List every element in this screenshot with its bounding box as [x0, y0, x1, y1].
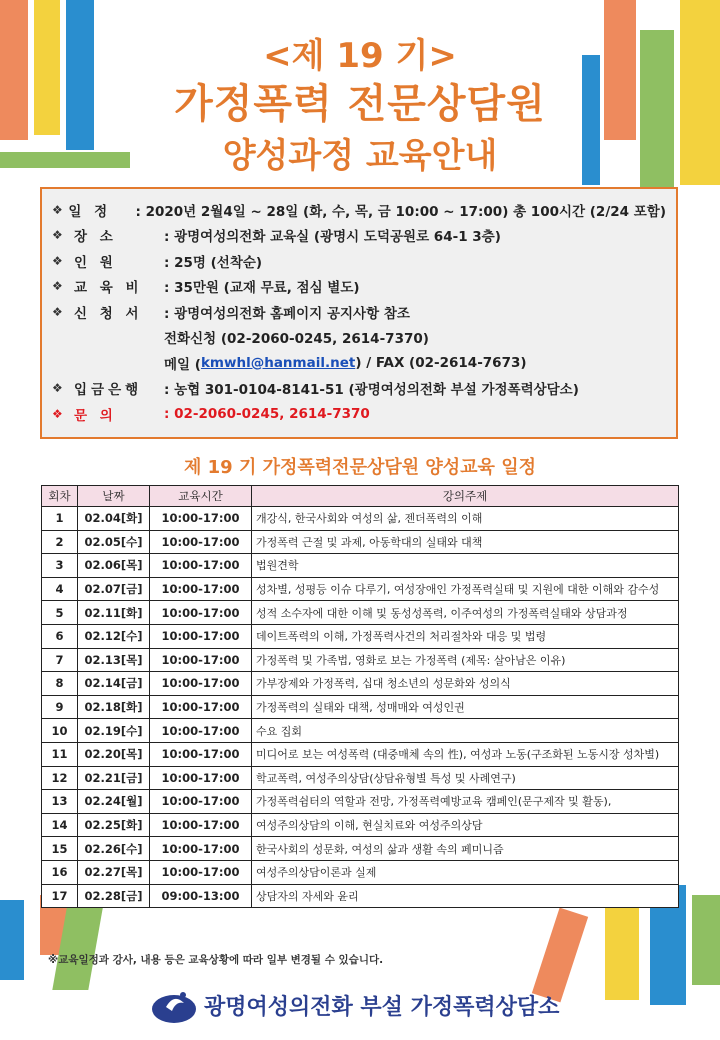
session-date: 02.19[수] — [78, 719, 150, 743]
session-date: 02.21[금] — [78, 766, 150, 790]
info-value: : 35만원 (교재 무료, 점심 별도) — [164, 280, 360, 297]
session-number: 3 — [42, 554, 78, 578]
info-row-capacity — [52, 248, 666, 274]
info-label: 일 정 — [68, 203, 112, 220]
table-row — [42, 884, 679, 908]
session-topic: 수요 집회 — [252, 719, 679, 743]
info-value: : 25명 (선착순) — [164, 254, 263, 271]
session-date: 02.06[목] — [78, 554, 150, 578]
table-row — [42, 530, 679, 554]
session-topic: 가정폭력의 실태와 대책, 성매매와 여성인권 — [252, 695, 679, 719]
info-row-fee — [52, 274, 666, 300]
info-row-schedule — [52, 197, 666, 223]
session-date: 02.24[월] — [78, 790, 150, 814]
session-time: 10:00-17:00 — [150, 837, 252, 861]
session-time: 10:00-17:00 — [150, 554, 252, 578]
mail-link[interactable]: kmwhl@hanmail.net — [200, 354, 356, 371]
bullet-icon: ❖ — [52, 228, 63, 243]
table-row — [42, 507, 679, 531]
info-label: 신 청 서 — [74, 305, 143, 322]
session-date: 02.28[금] — [78, 884, 150, 908]
col-header: 회차 — [42, 486, 78, 507]
session-time: 10:00-17:00 — [150, 507, 252, 531]
session-number: 8 — [42, 672, 78, 696]
table-row — [42, 719, 679, 743]
table-row — [42, 837, 679, 861]
schedule-title: 제 19 기 가정폭력전문상담원 양성교육 일정 — [184, 457, 536, 478]
session-time: 09:00-13:00 — [150, 884, 252, 908]
session-topic: 가정폭력 및 가족법, 영화로 보는 가정폭력 (제목: 살아남은 이유) — [252, 648, 679, 672]
table-row — [42, 554, 679, 578]
table-row — [42, 577, 679, 601]
info-value: : 광명여성의전화 홈페이지 공지사항 참조 — [164, 305, 410, 322]
session-topic: 가정폭력 근절 및 과제, 아동학대의 실태와 대책 — [252, 530, 679, 554]
session-number: 10 — [42, 719, 78, 743]
table-row — [42, 648, 679, 672]
table-row — [42, 624, 679, 648]
session-date: 02.05[수] — [78, 530, 150, 554]
table-row — [42, 601, 679, 625]
sub-title: 양성과정 교육안내 — [222, 136, 498, 176]
session-number: 7 — [42, 648, 78, 672]
info-row-application — [52, 299, 666, 325]
session-topic: 상담자의 자세와 윤리 — [252, 884, 679, 908]
org-name: 광명여성의전화 부설 가정폭력상담소 — [204, 994, 560, 1020]
mail-suffix: ) / FAX (02-2614-7673) — [355, 354, 527, 371]
session-number: 17 — [42, 884, 78, 908]
apply-phone: 전화신청 (02-2060-0245, 2614-7370) — [164, 331, 429, 348]
session-number: 12 — [42, 766, 78, 790]
notice-text: ※교육일정과 강사, 내용 등은 교육상황에 따라 일부 변경될 수 있습니다. — [48, 954, 384, 966]
session-time: 10:00-17:00 — [150, 624, 252, 648]
session-time: 10:00-17:00 — [150, 672, 252, 696]
session-time: 10:00-17:00 — [150, 648, 252, 672]
bullet-icon: ❖ — [52, 202, 63, 217]
session-topic: 성차별, 성평등 이슈 다루기, 여성장애인 가정폭력실태 및 지원에 대한 이해와 감수성 — [252, 577, 679, 601]
session-number: 13 — [42, 790, 78, 814]
table-row — [42, 860, 679, 884]
org-logo-icon — [150, 985, 198, 1025]
session-number: 11 — [42, 742, 78, 766]
session-date: 02.25[화] — [78, 813, 150, 837]
session-number: 4 — [42, 577, 78, 601]
info-value: : 농협 301-0104-8141-51 (광명여성의전화 부설 가정폭력상담소) — [164, 382, 579, 399]
session-time: 10:00-17:00 — [150, 577, 252, 601]
table-row — [42, 790, 679, 814]
decor-bar — [692, 895, 720, 985]
org-footer — [150, 985, 559, 1025]
session-time: 10:00-17:00 — [150, 601, 252, 625]
session-topic: 미디어로 보는 여성폭력 (대중매체 속의 性), 여성과 노동(구조화된 노동시장 성차별) — [252, 742, 679, 766]
table-row — [42, 742, 679, 766]
session-time: 10:00-17:00 — [150, 790, 252, 814]
bullet-icon: ❖ — [52, 279, 63, 294]
col-header: 교육시간 — [150, 486, 252, 507]
main-title: 가정폭력 전문상담원 — [174, 81, 546, 127]
session-topic: 한국사회의 성문화, 여성의 삶과 생활 속의 페미니즘 — [252, 837, 679, 861]
info-row-mail — [52, 350, 666, 376]
info-box — [40, 187, 678, 439]
session-topic: 데이트폭력의 이해, 가정폭력사건의 처리절차와 대응 및 법령 — [252, 624, 679, 648]
session-number: 1 — [42, 507, 78, 531]
info-row-inquiry — [52, 401, 666, 427]
session-number: 9 — [42, 695, 78, 719]
schedule-body — [42, 507, 679, 908]
edition-title: <제 19 기> — [263, 36, 457, 76]
bullet-icon: ❖ — [52, 406, 63, 421]
session-date: 02.11[화] — [78, 601, 150, 625]
info-label: 교 육 비 — [74, 280, 143, 297]
bullet-icon: ❖ — [52, 381, 63, 396]
table-row — [42, 672, 679, 696]
session-number: 15 — [42, 837, 78, 861]
info-row-bank — [52, 376, 666, 402]
session-topic: 성적 소수자에 대한 이해 및 동성성폭력, 이주여성의 가정폭력실태와 상담과정 — [252, 601, 679, 625]
session-number: 2 — [42, 530, 78, 554]
bullet-icon: ❖ — [52, 253, 63, 268]
session-date: 02.12[수] — [78, 624, 150, 648]
session-date: 02.14[금] — [78, 672, 150, 696]
decor-bar — [0, 900, 24, 980]
col-header: 날짜 — [78, 486, 150, 507]
session-number: 14 — [42, 813, 78, 837]
session-date: 02.18[화] — [78, 695, 150, 719]
session-time: 10:00-17:00 — [150, 742, 252, 766]
info-value: : 광명여성의전화 교육실 (광명시 도덕공원로 64-1 3층) — [164, 229, 501, 246]
table-row — [42, 695, 679, 719]
info-label: 입금은행 — [74, 382, 143, 399]
session-date: 02.20[목] — [78, 742, 150, 766]
schedule-table — [41, 485, 679, 908]
session-time: 10:00-17:00 — [150, 860, 252, 884]
session-topic: 개강식, 한국사회와 여성의 삶, 젠더폭력의 이해 — [252, 507, 679, 531]
session-topic: 가부장제와 가정폭력, 십대 청소년의 성문화와 성의식 — [252, 672, 679, 696]
info-value: : 2020년 2월4일 ~ 28일 (화, 수, 목, 금 10:00 ~ 17:00) 총 100시간 (2/24 포함) — [135, 203, 666, 220]
session-time: 10:00-17:00 — [150, 719, 252, 743]
info-label: 문 의 — [74, 407, 117, 424]
session-date: 02.27[목] — [78, 860, 150, 884]
session-time: 10:00-17:00 — [150, 695, 252, 719]
session-time: 10:00-17:00 — [150, 813, 252, 837]
session-date: 02.26[수] — [78, 837, 150, 861]
info-row-place — [52, 223, 666, 249]
session-topic: 여성주의상담의 이해, 현실치료와 여성주의상담 — [252, 813, 679, 837]
info-value: : 02-2060-0245, 2614-7370 — [164, 405, 370, 422]
col-header: 강의주제 — [252, 486, 679, 507]
session-number: 16 — [42, 860, 78, 884]
table-row — [42, 766, 679, 790]
session-date: 02.04[화] — [78, 507, 150, 531]
session-topic: 가정폭력쉼터의 역할과 전망, 가정폭력예방교육 캠페인(문구제작 및 활동), — [252, 790, 679, 814]
info-label: 장 소 — [74, 229, 117, 246]
info-label: 인 원 — [74, 254, 117, 271]
info-row-phone — [52, 325, 666, 351]
session-topic: 학교폭력, 여성주의상담(상담유형별 특성 및 사례연구) — [252, 766, 679, 790]
mail-prefix: 메일 ( — [164, 356, 201, 373]
table-header-row — [42, 486, 679, 507]
bullet-icon: ❖ — [52, 304, 63, 319]
session-number: 5 — [42, 601, 78, 625]
session-topic: 여성주의상담이론과 실제 — [252, 860, 679, 884]
session-time: 10:00-17:00 — [150, 766, 252, 790]
table-row — [42, 813, 679, 837]
session-date: 02.07[금] — [78, 577, 150, 601]
session-topic: 법원견학 — [252, 554, 679, 578]
session-date: 02.13[목] — [78, 648, 150, 672]
session-number: 6 — [42, 624, 78, 648]
session-time: 10:00-17:00 — [150, 530, 252, 554]
